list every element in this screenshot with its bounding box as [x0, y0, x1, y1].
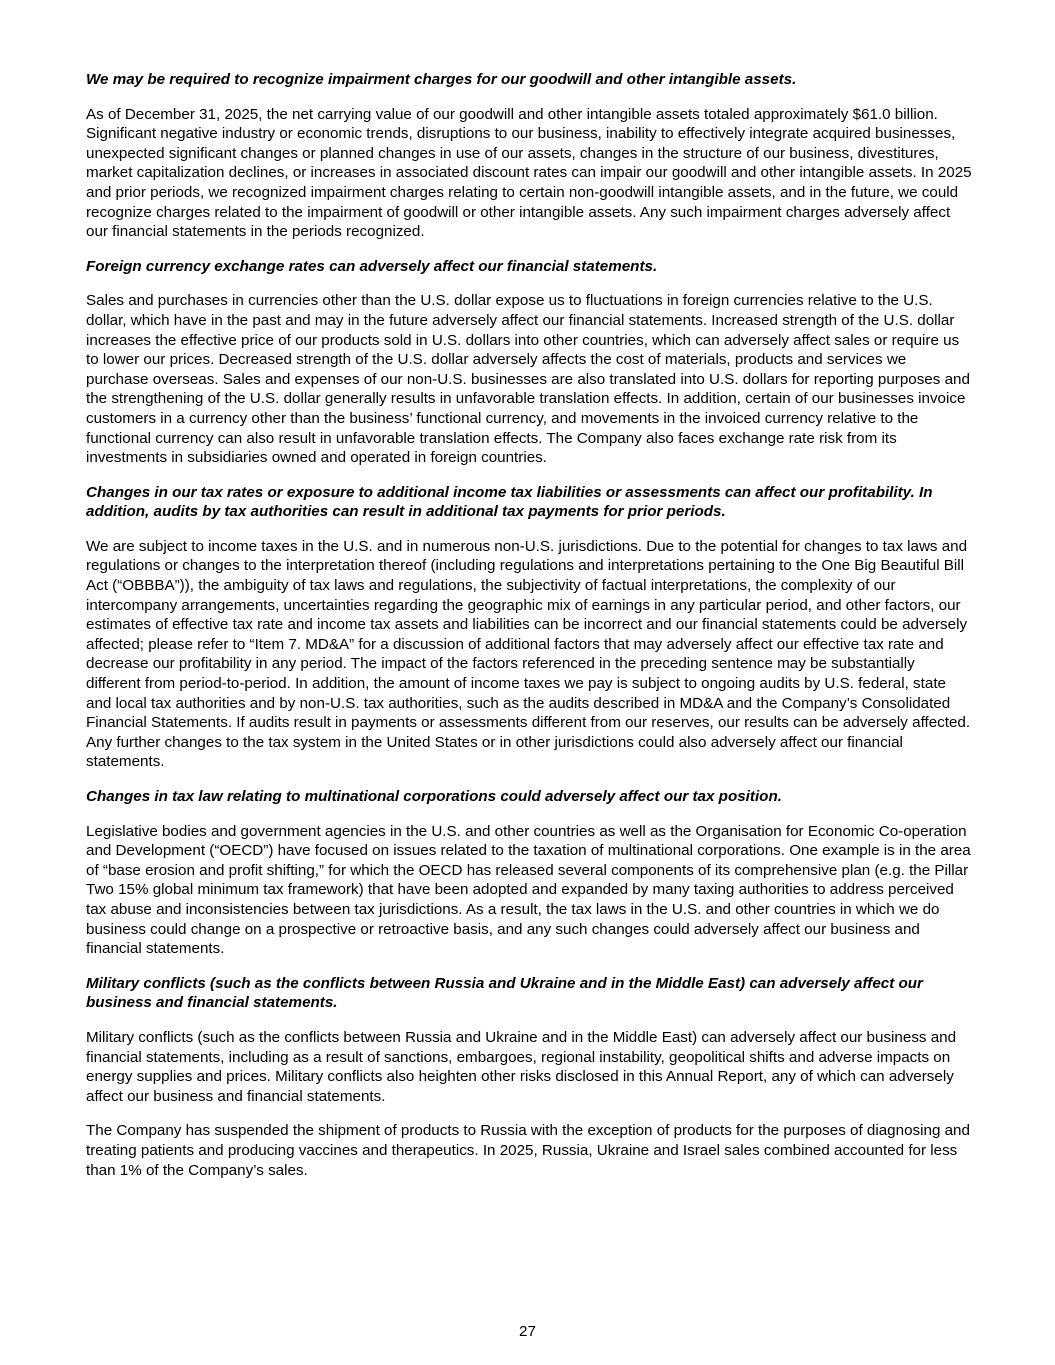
document-page: [86, 70, 972, 1195]
section-heading: Military conflicts (such as the conflicts between Russia and Ukraine and in the Middle East) can adversely affect our business and financial statements.: [86, 974, 923, 1012]
paragraph: The Company has suspended the shipment of products to Russia with the exception of products for the purposes of diagnosing and treating patients and producing vaccines and therapeutics. In 2025, Russia, Ukraine and Israel sales combined accounted for less than 1% of the Company’s sales.: [86, 1122, 970, 1179]
paragraph: As of December 31, 2025, the net carrying value of our goodwill and other intangible assets totaled approximately $61.0 billion. Significant negative industry or economic trends, disruptions to our business, inability to effectively integrate acquired businesses, unexpected significant changes or planned changes in use of our assets, changes in the structure of our business, divestitures, market capitalization declines, or increases in associated discount rates can impair our goodwill and other intangible assets. In 2025 and prior periods, we recognized impairment charges relating to certain non-goodwill intangible assets, and in the future, we could recognize charges related to the impairment of goodwill or other intangible assets. Any such impairment charges adversely affect our financial statements in the periods recognized.: [86, 105, 972, 241]
section-tax-rates: [86, 483, 972, 772]
paragraph: Sales and purchases in currencies other than the U.S. dollar expose us to fluctuations in foreign currencies relative to the U.S. dollar, which have in the past and may in the future adversely affect our financial statements. Increased strength of the U.S. dollar increases the effective price of our products sold in U.S. dollars into other countries, which can adversely affect sales or require us to lower our prices. Decreased strength of the U.S. dollar adversely affects the cost of materials, products and services we purchase overseas. Sales and expenses of our non-U.S. businesses are also translated into U.S. dollars for reporting purposes and the strengthening of the U.S. dollar generally results in unfavorable translation effects. In addition, certain of our businesses invoice customers in a currency other than the business’ functional currency, and movements in the invoiced currency relative to the functional currency can also result in unfavorable translation effects. The Company also faces exchange rate risk from its investments in subsidiaries owned and operated in foreign countries.: [86, 292, 970, 467]
paragraph: Legislative bodies and government agencies in the U.S. and other countries as well as the Organisation for Economic Co-operation and Development (“OECD”) have focused on issues related to the taxation of multinational corporations. One example is in the area of “base erosion and profit shifting,” for which the OECD has released several components of its comprehensive plan (e.g. the Pillar Two 15% global minimum tax framework) that have been adopted and expanded by many taxing authorities to address perceived tax abuse and inconsistencies between tax jurisdictions. As a result, the tax laws in the U.S. and other countries in which we do business could change on a prospective or retroactive basis, and any such changes could adversely affect our business and financial statements.: [86, 822, 971, 958]
section-goodwill-impairment: [86, 70, 972, 242]
section-heading: Changes in tax law relating to multinational corporations could adversely affect our tax position.: [86, 788, 782, 805]
section-heading: We may be required to recognize impairment charges for our goodwill and other intangible assets.: [86, 71, 797, 88]
section-foreign-currency: [86, 257, 972, 468]
section-tax-law-multinational: [86, 787, 972, 959]
page-number: 27: [519, 1323, 536, 1340]
section-heading: Foreign currency exchange rates can adversely affect our financial statements.: [86, 257, 658, 275]
section-heading: Changes in our tax rates or exposure to additional income tax liabilities or assessments can affect our profitability. In addition, audits by tax authorities can result in additional tax payments for prior periods.: [86, 483, 933, 521]
paragraph: We are subject to income taxes in the U.S. and in numerous non-U.S. jurisdictions. Due to the potential for changes to tax laws and regulations or changes to the interpretation thereof (including regulations and interpretations pertaining to the One Big Beautiful Bill Act (“OBBBA”)), the ambiguity of tax laws and regulations, the subjectivity of factual interpretations, the complexity of our intercompany arrangements, uncertainties regarding the geographic mix of earnings in any particular period, and other factors, our estimates of effective tax rate and income tax assets and liabilities can be incorrect and our financial statements could be adversely affected; please refer to “Item 7. MD&A” for a discussion of additional factors that may adversely affect our effective tax rate and decrease our profitability in any period. The impact of the factors referenced in the preceding sentence may be substantially different from period-to-period. In addition, the amount of income taxes we pay is subject to ongoing audits by U.S. federal, state and local tax authorities and by non-U.S. tax authorities, such as the audits described in MD&A and the Company’s Consolidated Financial Statements. If audits result in payments or assessments different from our reserves, our results can be adversely affected. Any further changes to the tax system in the United States or in other jurisdictions could also adversely affect our financial statements.: [86, 537, 971, 771]
paragraph: Military conflicts (such as the conflicts between Russia and Ukraine and in the Middle East) can adversely affect our business and financial statements, including as a result of sanctions, embargoes, regional instability, geopolitical shifts and adverse impacts on energy supplies and prices. Military conflicts also heighten other risks disclosed in this Annual Report, any of which can adversely affect our business and financial statements.: [86, 1028, 957, 1105]
section-military-conflicts: [86, 974, 972, 1180]
